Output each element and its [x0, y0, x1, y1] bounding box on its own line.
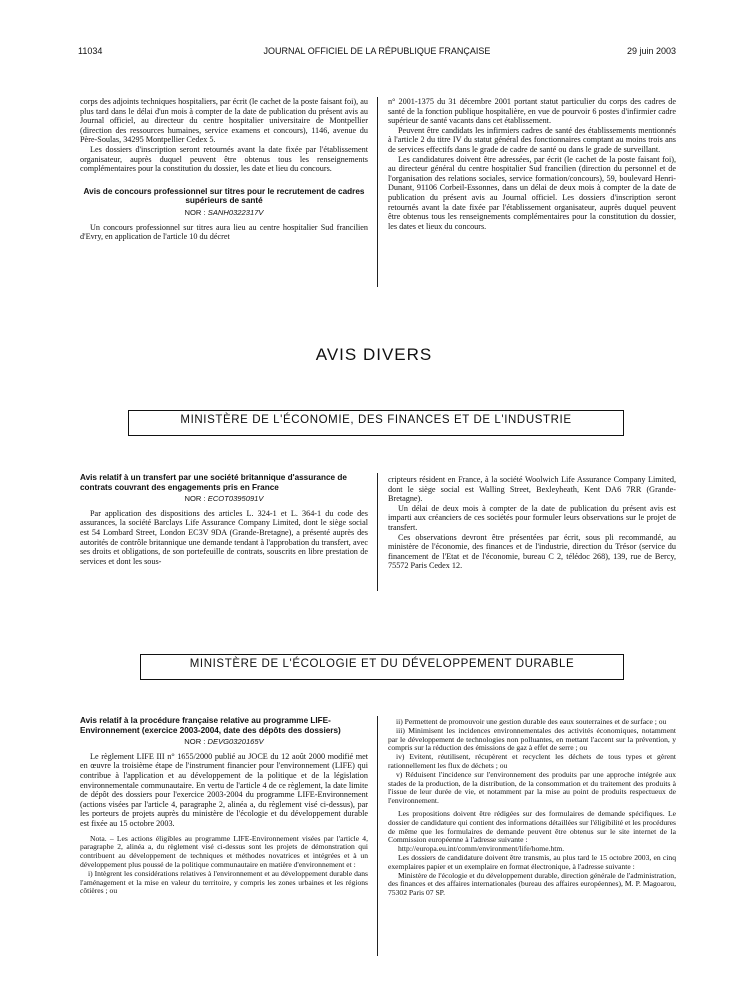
issue-date: 29 juin 2003 [626, 46, 676, 56]
paragraph: Les dossiers d'inscription seront retournés avant la date fixée par l'établissement organisateur, auprès duquel peuvent être obtenus tous les renseignements complémentaires pour la constitution du dossier, les date et lieu du concours. [80, 144, 368, 174]
paragraph: corps des adjoints techniques hospitaliers, par écrit (le cachet de la poste faisant foi), au plus tard dans le délai d'un mois à compter de la date de publication du présent avis au Journal officiel, au directeur du centre hospitalier universitaire de Montpellier (direction des ressources humaines, service examens et concours), 1146, avenue du Père-Soulas, 34295 Montpellier Cedex 5. [80, 97, 368, 145]
ministry2-right-column [388, 718, 676, 898]
ministry-box-ecologie [140, 654, 624, 680]
ministry2-left-column [80, 716, 368, 896]
list-item: iii) Minimisent les incidences environnementales des activités économiques, notamment par le développement de technologies non polluantes, en mettant l'accent sur la prévention, y compris sur la réduction des émissions de gaz à effet de serre ; ou [388, 725, 676, 753]
paragraph: n° 2001-1375 du 31 décembre 2001 portant statut particulier du corps des cadres de santé de la fonction publique hospitalière, en vue de pourvoir 6 postes d'infirmier cadre supérieur de santé vacants dans cet établissement. [388, 97, 676, 126]
nor-label: NOR : [184, 494, 206, 504]
nor-reference [80, 737, 368, 747]
note-block [80, 835, 368, 897]
nor-reference [80, 208, 368, 218]
note-paragraph: Nota. – Les actions éligibles au programme LIFE-Environnement visées par l'article 4, paragraphe 2, alinéa a, du règlement visé ci-dessus sont les projets de démonstration qui contribuent au développement de techniques et méthodes novatrices et intégrées et à un développement plus poussé de la politique communautaire en matière d'environnement et : [80, 833, 368, 869]
ministry-name: MINISTÈRE DE L'ÉCOLOGIE ET DU DÉVELOPPEMENT DURABLE [189, 658, 575, 670]
paragraph: Les propositions doivent être rédigées sur des formulaires de demande spécifiques. Le dossier de candidature qui contient des informations détaillées sur l'éligibilité et les procédures de même que les formulaires de demande peuvent être obtenus sur le site internet de la Commission européenne à l'adresse suivante : [388, 808, 676, 845]
top-right-column [388, 97, 676, 231]
page-header [78, 46, 676, 60]
ministry1-left-column [80, 473, 368, 566]
nor-label: NOR : [184, 207, 206, 217]
ministry1-right-column [388, 475, 676, 571]
ministry-name: MINISTÈRE DE L'ÉCONOMIE, DES FINANCES ET DE L'INDUSTRIE [180, 414, 572, 426]
top-left-column [80, 97, 368, 242]
nor-label: NOR : [184, 737, 206, 747]
notice-title: Avis de concours professionnel sur titres pour le recrutement de cadres supérieurs de santé [83, 186, 365, 206]
nor-reference [80, 494, 368, 504]
notice-title: Avis relatif à la procédure française relative au programme LIFE-Environnement (exercice 2003-2004, date des dépôts des dossiers) [80, 716, 341, 735]
nor-code: SANH0322317V [207, 207, 264, 217]
paragraph: Le règlement LIFE III n° 1655/2000 publié au JOCE du 12 août 2000 modifié met en œuvre la troisième étape de l'instrument financier pour l'environnement (LIFE) qui contribue à l'application et au développement de la politique et de la législation environnementale communautaire. En vertu de l'article 4 de ce règlement, la date limite de dépôt des dossiers pour l'exercice 2003-2004 du programme LIFE-Environnement (actions visées par l'article 4, paragraphe 2, alinéa a, du règlement visé ci-dessus), par les porteurs de projets auprès du ministère de l'écologie et du développement durable est fixée au 15 octobre 2003. [80, 751, 368, 828]
nor-code: DEVG0320165V [207, 737, 264, 747]
list-item: iv) Evitent, réutilisent, récupèrent et recyclent les déchets de tous types et gèrent rationnellement les flux de déchets ; ou [388, 752, 676, 770]
paragraph: Les dossiers de candidature doivent être transmis, au plus tard le 15 octobre 2003, en cinq exemplaires papier et un exemplaire en format électronique, à l'adresse suivante : [388, 852, 676, 871]
column-divider [377, 473, 378, 591]
paragraph: Par application des dispositions des articles L. 324-1 et L. 364-1 du code des assurances, la société Barclays Life Assurance Company Limited, dont le siège social est 54 Lombard Street, London EC3V 9DA (Grande-Bretagne), a présenté auprès des autorités de contrôle britannique une demande tendant à l'approbation du transfert, avec ses droits et obligations, de son portefeuille de contrats, souscrits en libre prestation de services et dont les sous- [80, 508, 368, 566]
nor-code: ECOT0395091V [207, 494, 264, 504]
list-item: i) Intègrent les considérations relatives à l'environnement et au développement durable dans l'aménagement et la mise en valeur du territoire, y compris les zones urbaines et les régions côtières ; ou [80, 868, 368, 896]
list-item: v) Réduisent l'incidence sur l'environnement des produits par une approche intégrée aux stades de la production, de la distribution, de la consommation et du traitement des produits à l'issue de leur durée de vie, et notamment par la mise au point de produits respectueux de l'environnement. [388, 769, 676, 806]
paragraph: Peuvent être candidats les infirmiers cadres de santé des établissements mentionnés à l'article 2 du titre IV du statut général des fonctionnaires comptant au moins trois ans de services effectifs dans le grade de cadre de santé ou dans le grade de surveillant. [388, 125, 676, 154]
web-address: http://europa.eu.int/comm/environment/life/home.htm. [398, 844, 565, 854]
paragraph: Ces observations devront être présentées par écrit, sous pli recommandé, au ministère de l'économie, des finances et de l'industrie, direction du Trésor (service du financement de l'Etat et de l'économie, bureau C 2, télédoc 268), 139, rue de Bercy, 75572 Paris Cedex 12. [388, 532, 676, 571]
column-divider [377, 716, 378, 956]
list-item: ii) Permettent de promouvoir une gestion durable des eaux souterraines et de surface ; ou [396, 717, 667, 726]
paragraph: cripteurs résident en France, à la société Woolwich Life Assurance Company Limited, dont le siège social est Walling Street, Bexleyheath, Kent DA6 7RR (Grande-Bretagne). [388, 475, 676, 504]
section-title: AVIS DIVERS [315, 345, 433, 364]
notice-title: Avis relatif à un transfert par une société britannique d'assurance de contrats couvrant des engagements pris en France [80, 473, 347, 492]
paragraph: Un délai de deux mois à compter de la date de publication du présent avis est imparti aux créanciers de ces sociétés pour formuler leurs observations sur le projet de transfert. [388, 503, 676, 532]
paragraph: Un concours professionnel sur titres aura lieu au centre hospitalier Sud francilien d'Evry, en application de l'article 10 du décret [80, 222, 368, 242]
page-number: 11034 [78, 46, 103, 56]
column-divider [377, 97, 378, 287]
paragraph: Ministère de l'écologie et du développement durable, direction générale de l'administration, des finances et des affaires internationales (bureau des affaires européennes), M. P. Magoarou, 75302 Paris 07 SP. [388, 870, 676, 898]
ministry-box-economie [128, 410, 624, 436]
journal-title: JOURNAL OFFICIEL DE LA RÉPUBLIQUE FRANÇAISE [263, 46, 491, 56]
paragraph: Les candidatures doivent être adressées, par écrit (le cachet de la poste faisant foi), au directeur général du centre hospitalier Sud francilien (direction du personnel et de l'organisation des relations sociales, service formation/concours), 59, boulevard Henri-Dunant, 91106 Corbeil-Essonnes, dans un délai de deux mois à compter de la date de publication du présent avis au Journal officiel. Les dossiers d'inscription seront retournés avant la date fixée par l'établissement organisateur, auprès duquel peuvent être obtenus tous les renseignements complémentaires pour la constitution du dossier, les dates et lieux du concours. [388, 154, 676, 231]
